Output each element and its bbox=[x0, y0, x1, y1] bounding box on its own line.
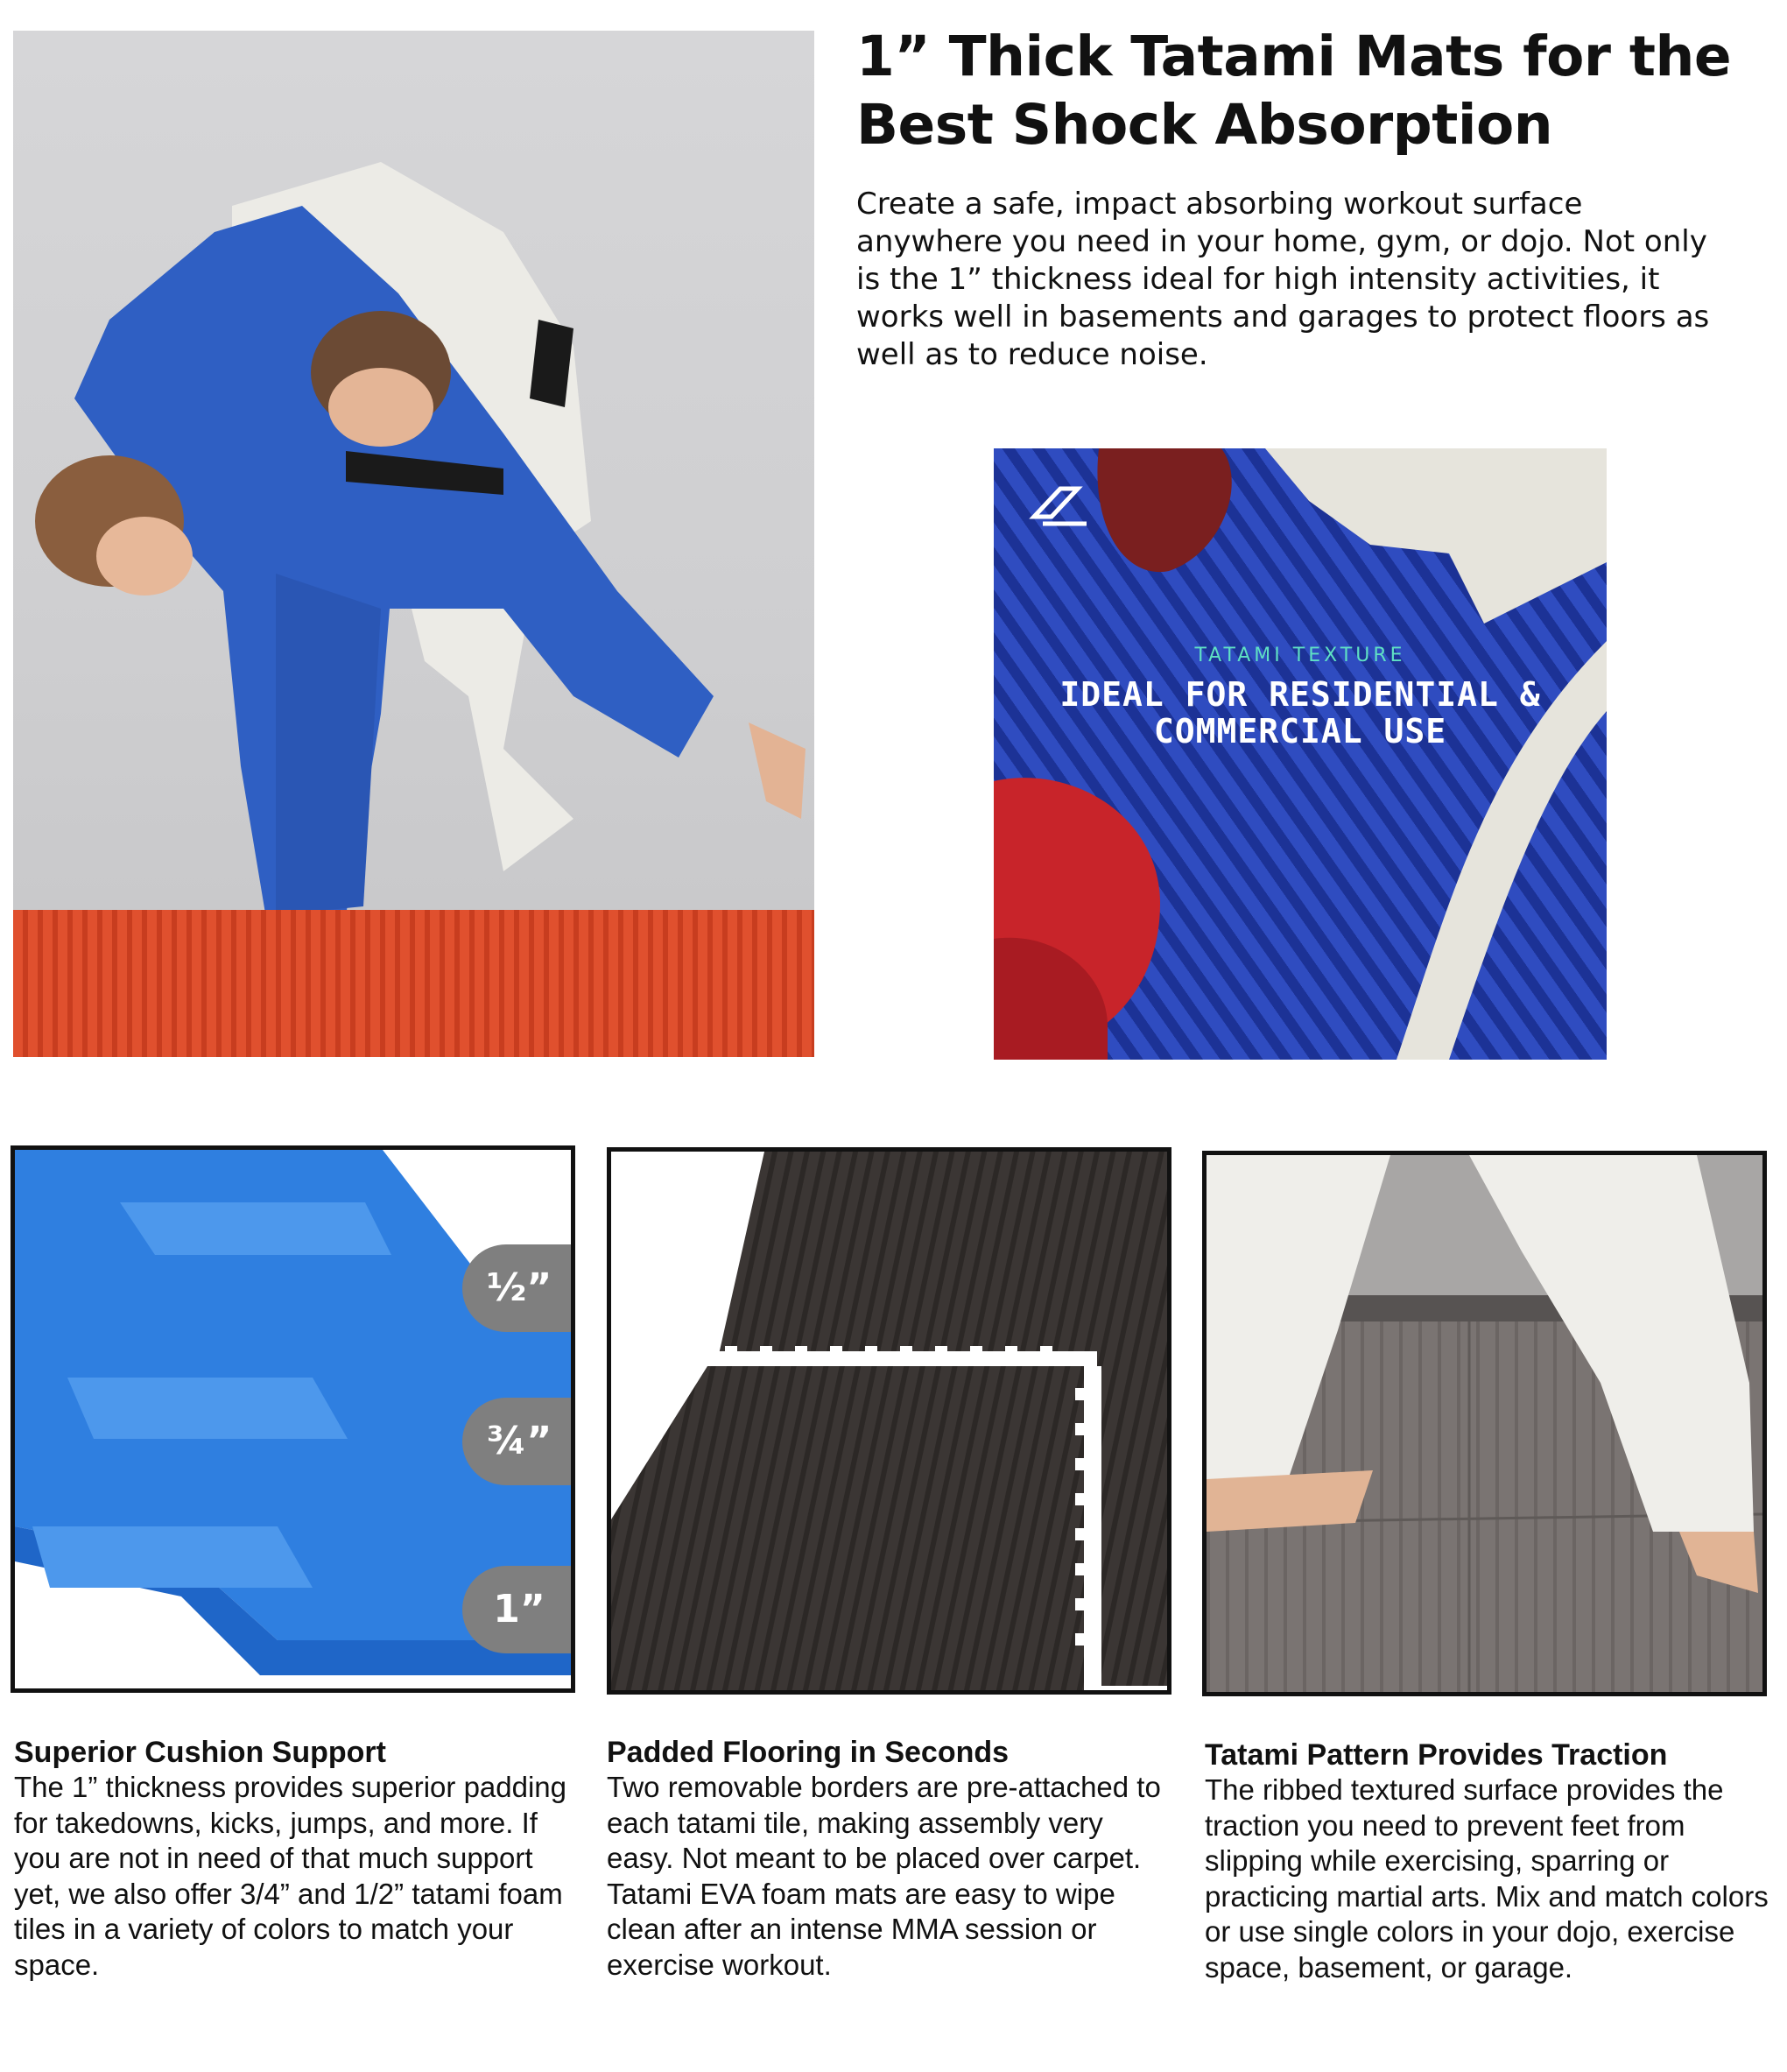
texture-subtitle: TATAMI TEXTURE bbox=[1194, 645, 1406, 666]
thickness-comparison-photo bbox=[11, 1145, 575, 1693]
intro-paragraph: Create a safe, impact absorbing workout surface anywhere you need in your home, gym, or dojo. Not only is the 1” thickness ideal for high intensity activities, it works well in basements and garages to protect floors as well as to reduce noise. bbox=[856, 187, 1710, 372]
traction-pattern-photo bbox=[1202, 1151, 1767, 1696]
texture-headline-line-1: IDEAL FOR RESIDENTIAL & bbox=[1059, 675, 1541, 714]
feature-padded-flooring-body: Two removable borders are pre-attached to each tatami tile, making assembly very easy. Not meant to be placed over carpet. Tatami EVA foam mats are easy to wipe clean after an intense MMA session or exercise workout. bbox=[607, 1771, 1161, 1981]
feature-cushion bbox=[14, 1735, 574, 1983]
title-line-2: Best Shock Absorption bbox=[856, 93, 1553, 157]
brown-mat-tiles bbox=[611, 1152, 1167, 1690]
page-title bbox=[856, 23, 1758, 159]
feature-cushion-title: Superior Cushion Support bbox=[14, 1736, 386, 1769]
feature-cushion-body: The 1” thickness provides superior padding for takedowns, kicks, jumps, and more. If you are not in need of that much support yet, we also offer 3/4” and 1/2” tatami foam tiles in a variety of colors to match your space. bbox=[14, 1771, 567, 1981]
feature-traction-title: Tatami Pattern Provides Traction bbox=[1205, 1738, 1668, 1772]
judo-throw-photo bbox=[13, 31, 814, 1057]
gray-mat-floor bbox=[1207, 1155, 1762, 1692]
thickness-badge-one: 1” bbox=[462, 1566, 575, 1653]
feature-traction-body: The ribbed textured surface provides the traction you need to prevent feet from slipping while exercising, sparring or practicing martial arts. Mix and match colors or use single colors in your dojo, exercise space, basement, or garage. bbox=[1205, 1773, 1769, 1984]
texture-headline bbox=[994, 676, 1607, 750]
texture-decor bbox=[994, 448, 1607, 1060]
brand-logo-icon bbox=[1025, 482, 1095, 539]
judo-illustration bbox=[13, 31, 814, 1057]
red-tatami-floor bbox=[13, 910, 814, 1057]
texture-headline-line-2: COMMERCIAL USE bbox=[1153, 712, 1447, 751]
title-line-1: 1” Thick Tatami Mats for the bbox=[856, 25, 1732, 88]
thickness-badge-half: ½” bbox=[462, 1244, 575, 1332]
feature-traction bbox=[1205, 1737, 1774, 1985]
tatami-texture-card bbox=[994, 448, 1607, 1060]
feature-padded-flooring-title: Padded Flooring in Seconds bbox=[607, 1736, 1010, 1769]
feature-padded-flooring bbox=[607, 1735, 1176, 1983]
removable-borders-photo bbox=[607, 1147, 1171, 1695]
thickness-badge-three-quarter: ¾” bbox=[462, 1398, 575, 1485]
